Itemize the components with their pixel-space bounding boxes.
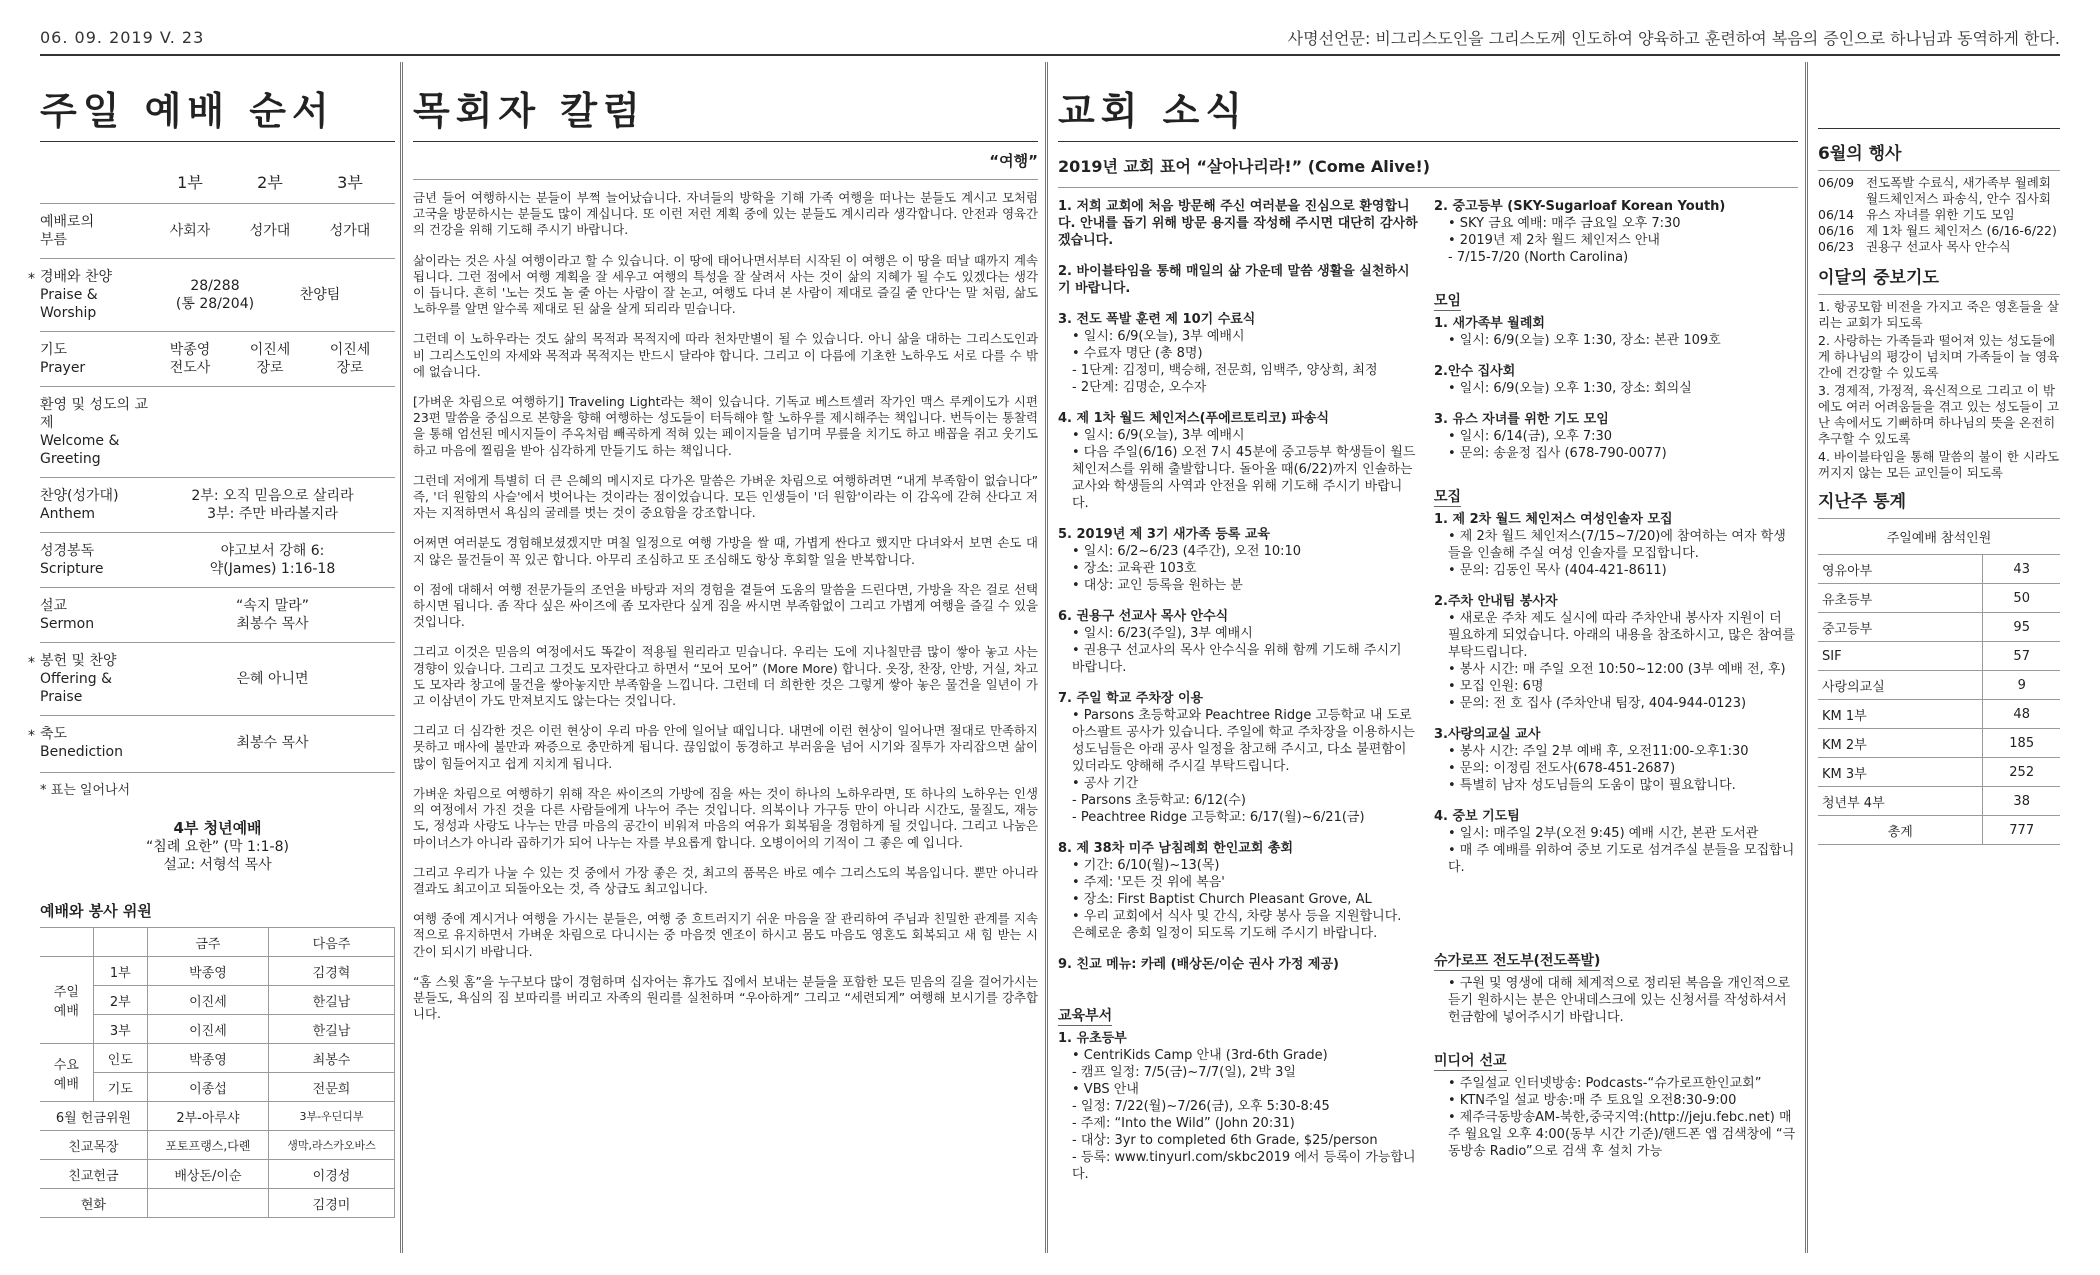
- worship-row-detail: 최봉수 목사: [236, 735, 309, 751]
- stats-label: KM 3부: [1818, 758, 1983, 787]
- worship-row-label: 찬양(성가대) Anthem: [40, 488, 119, 522]
- news-item-title: 3. 전도 폭발 훈련 제 10기 수료식: [1058, 312, 1256, 327]
- news-item: [1058, 840, 1418, 942]
- stats-row: [1818, 642, 2060, 671]
- stats-value: 9: [1983, 671, 2060, 700]
- staff-cell: 배상돈/이순: [147, 1160, 268, 1189]
- news-item-line: - 주제: “Into the Wild” (John 20:31): [1072, 1116, 1295, 1131]
- column-paragraph: 이 점에 대해서 여행 전문가들의 조언을 바탕과 저의 경험을 곁들여 도움의 말씀을 드린다면, 가방을 작은 걸로 선택하시면 됩니다. 좀 작다 싶은 싸이즈에 좀 모자란다 싶게 짐을 싸시면 부족함없이 그리고 가볍게 여행을 즐길 수 있을 것입니다.: [413, 581, 1038, 630]
- stats-row: [1818, 758, 2060, 787]
- worship-row-detail: “속지 말라” 최봉수 목사: [235, 598, 310, 632]
- worship-row-cell: 이진세 장로: [249, 342, 291, 376]
- stats-table: [1818, 554, 2060, 845]
- worship-row-label: 기도 Prayer: [40, 342, 86, 376]
- news-item-title: 5. 2019년 제 3기 새가족 등록 교육: [1058, 527, 1270, 542]
- news-item-line: • 장소: First Baptist Church Pleasant Grove, AL: [1072, 892, 1372, 907]
- stats-label: KM 2부: [1818, 729, 1983, 758]
- stats-value: 43: [1983, 555, 2060, 584]
- news-item: [1058, 690, 1418, 826]
- staff-col-head: 다음주: [269, 928, 395, 957]
- news-item-title: 3. 유스 자녀를 위한 기도 모임: [1434, 412, 1609, 427]
- news-item-title: 2. 바이블타임을 통해 매일의 삶 가운데 말씀 생활을 실천하시기 바랍니다.: [1058, 264, 1410, 296]
- event-row: [1818, 207, 2060, 223]
- staff-cell: 김경혁: [269, 957, 395, 986]
- staff-cell: 3부: [93, 1015, 147, 1044]
- news-item-line: • Parsons 초등학교와 Peachtree Ridge 고등학교 내 도로 아스팔트 공사가 있습니다. 주일에 학교 주차장을 이용하시는 성도님들은 아래 공사 일정을 참고해 주시고, 다소 불편함이 있더라도 양해해 주시길 부탁드립니다.: [1072, 708, 1415, 774]
- staff-role: 6월 헌금위원: [40, 1102, 147, 1131]
- staff-role: 친교헌금: [40, 1160, 147, 1189]
- stats-label: 사랑의교실: [1818, 671, 1983, 700]
- news-item-line: • CentriKids Camp 안내 (3rd-6th Grade): [1072, 1048, 1328, 1063]
- news-left: [1058, 198, 1418, 1197]
- news-item-line: • 문의: 전 호 집사 (주차안내 팀장, 404-944-0123): [1448, 696, 1747, 711]
- news-item-line: • 주제: '모든 것 위에 복음': [1072, 875, 1225, 890]
- staff-cell: 이진세: [147, 986, 268, 1015]
- event-row: [1818, 223, 2060, 239]
- news-item-title: 1. 저희 교회에 처음 방문해 주신 여러분을 진심으로 환영합니다. 안내를 돕기 위해 방문 용지를 작성해 주시면 대단히 감사하겠습니다.: [1058, 199, 1418, 248]
- staff-cell: 이경성: [269, 1160, 395, 1189]
- staff-cell: 1부: [93, 957, 147, 986]
- news-item: [1434, 315, 1798, 349]
- news-item-line: - Peachtree Ridge 고등학교: 6/17(월)~6/21(금): [1072, 810, 1365, 825]
- staff-group: 수요 예배: [40, 1044, 93, 1102]
- news-item: [1434, 726, 1798, 794]
- news-item-line: • 제 2차 월드 체인저스(7/15~7/20)에 참여하는 여자 학생들을 인솔해 주실 여성 인솔자를 모집합니다.: [1448, 529, 1786, 561]
- staff-title: 예배와 봉사 위원: [40, 902, 152, 920]
- prayer-title: 이달의 중보기도: [1818, 268, 1939, 288]
- worship-row-detail: 야고보서 강해 6: 약(James) 1:16-18: [209, 543, 336, 577]
- stats-row: [1818, 584, 2060, 613]
- service-2: 2부: [257, 173, 283, 192]
- news-item-line: - 등록: www.tinyurl.com/skbc2019 에서 등록이 가능합니다.: [1072, 1150, 1416, 1182]
- stats-label: KM 1부: [1818, 700, 1983, 729]
- event-row: [1818, 175, 2060, 207]
- stats-label: 영유아부: [1818, 555, 1983, 584]
- news-item: [1058, 1030, 1418, 1183]
- worship-row-label: 봉헌 및 찬양 Offering & Praise: [40, 653, 117, 705]
- staff-cell: 인도: [93, 1044, 147, 1073]
- column-paragraph: 그리고 우리가 나눌 수 있는 것 중에서 가장 좋은 것, 최고의 품목은 바로 예수 그리스도의 복음입니다. 뿐만 아니라 결과도 최고이고 되돌아오는 것, 즉 상급도 최고입니다.: [413, 864, 1038, 896]
- news-item-line: • KTN주일 설교 방송:매 주 토요일 오전8:30-9:00: [1448, 1093, 1737, 1108]
- staff-cell: 이종섭: [147, 1073, 268, 1102]
- stats-value: 252: [1983, 758, 2060, 787]
- column-paragraph: 가벼운 차림으로 여행하기 위해 작은 싸이즈의 가방에 짐을 싸는 것이 하나의 노하우라면, 또 하나의 노하우는 인생의 여정에서 가진 것을 다른 사람들에게 나누어 주는 것입니다. 의복이나 가구등 만이 아니라 시간도, 물질도, 재능도, 정성과 사랑도 나누는 만큼 마음의 공간이 비워져 마음의 여유가 회복됨을 경험하게 될 것입니다. 그리고 나눔은 마이너스가 아니라 곱하기가 되어 나누는 자를 부요롭게 합니다. 오병이어의 기적이 그 좋은 예 입니다.: [413, 785, 1038, 850]
- sugar-title: 슈가로프 전도부(전도폭발): [1434, 950, 1600, 971]
- standing-marker: *: [28, 271, 35, 287]
- stats-row: [1818, 787, 2060, 816]
- news-item: [1058, 263, 1418, 297]
- worship-row-label: 성경봉독 Scripture: [40, 543, 104, 577]
- edu-title: 교육부서: [1058, 1005, 1112, 1026]
- youth-preacher: 설교: 서형석 목사: [163, 857, 272, 873]
- column-divider: [1045, 62, 1054, 1253]
- news-item: [1058, 956, 1418, 973]
- worship-row-cell: 이진세 장로: [329, 342, 371, 376]
- worship-title: 주일 예배 순서: [40, 89, 335, 133]
- news-item-line: • 특별히 남자 성도님들의 도움이 많이 필요합니다.: [1448, 778, 1736, 793]
- worship-row: [40, 386, 395, 477]
- staff-cell: 최봉수: [269, 1044, 395, 1073]
- stats-subtitle: 주일예배 참석인원: [1886, 531, 1992, 546]
- youth-service: [40, 819, 395, 874]
- worship-row-cell: 사회자: [169, 223, 211, 239]
- worship-row: [40, 587, 395, 642]
- staff-cell: 김경미: [269, 1189, 395, 1218]
- news-item-line: • 문의: 이정림 전도사(678-451-2687): [1448, 761, 1676, 776]
- news-item-line: • 주일설교 인터넷방송: Podcasts-“슈가로프한인교회”: [1448, 1076, 1762, 1091]
- news-item-title: 1. 제 2차 월드 체인저스 여성인솔자 모집: [1434, 512, 1673, 527]
- recruit-title: 모집: [1434, 486, 1461, 507]
- news-item-line: - 대상: 3yr to completed 6th Grade, $25/person: [1072, 1133, 1378, 1148]
- stats-value: 57: [1983, 642, 2060, 671]
- news-title: 교회 소식: [1058, 89, 1249, 133]
- news-item-title: 4. 제 1차 월드 체인저스(푸에르토리코) 파송식: [1058, 411, 1330, 426]
- staff-cell: 2부: [93, 986, 147, 1015]
- news-item-line: - Parsons 초등학교: 6/12(수): [1072, 793, 1246, 808]
- news-item-line: • 기간: 6/10(월)~13(목): [1072, 858, 1220, 873]
- event-text: 권용구 선교사 목사 안수식: [1866, 239, 2011, 254]
- column-paragraph: 그런데 저에게 특별히 더 큰 은혜의 메시지로 다가온 말씀은 가벼운 차림으로 여행하려면 “내게 부족함이 없습니다” 즉, '더 원함의 사슬'에서 벗어나는 것이라는 점이었습니다. 모든 인생들이 '더 원함'이라는 이 감옥에 갇혀 산다고 저자는 지적하면서 욕심의 굴레를 벗는 것이 중요함을 강조합니다.: [413, 472, 1038, 521]
- column-paragraph: 그리고 이것은 믿음의 여정에서도 똑같이 적용될 원리라고 믿습니다. 우리는 도에 지나칠만큼 많이 쌓아 놓고 사는 경향이 있습니다. 그리고 그것도 모자란다고 하면서 “모어 모어” (More More) 합니다. 옷장, 찬장, 안방, 거실, 차고도 모자라 창고에 물건을 쌓아놓지만 부족함을 느낍니다. 그런데 더 희한한 것은 그렇게 쌓아 놓은 물건을 일년이 가고 이삼년이 가도 만져보지도 않는다는 것입니다.: [413, 644, 1038, 709]
- events-title: 6월의 행사: [1818, 144, 1902, 164]
- staff-row: [40, 1073, 395, 1102]
- meet-title: 모임: [1434, 290, 1461, 311]
- stats-row: [1818, 816, 2060, 845]
- worship-row-cell: 성가대: [329, 223, 371, 239]
- news-item-line: • 2019년 제 2차 월드 체인저스 안내: [1448, 233, 1660, 248]
- staff-row: [40, 1131, 395, 1160]
- news-item: [1058, 608, 1418, 676]
- worship-row-label: 예배로의 부름: [40, 214, 95, 248]
- column-divider: [1805, 62, 1814, 1253]
- service-3: 3부: [337, 173, 363, 192]
- event-date: 06/23: [1818, 239, 1855, 254]
- stats-label: 중고등부: [1818, 613, 1983, 642]
- news-item-line: • 제주극동방송AM-북한,중국지역:(http://jeju.febc.net) 매주 월요일 오후 4:00(동부 시간 기준)/핸드폰 앱 검색창에 “극동방송 Radio”으로 검색 후 설치 가능: [1448, 1110, 1796, 1159]
- news-item-line: • 문의: 김동인 목사 (404-421-8611): [1448, 563, 1667, 578]
- staff-role: 현화: [40, 1189, 147, 1218]
- news-item-line: - 캠프 일정: 7/5(금)~7/7(일), 2박 3일: [1072, 1065, 1296, 1080]
- stats-value: 38: [1983, 787, 2060, 816]
- news-item-line: • 일시: 6/14(금), 오후 7:30: [1448, 429, 1613, 444]
- staff-cell: 이진세: [147, 1015, 268, 1044]
- column-paragraph: 삶이라는 것은 사실 여행이라고 할 수 있습니다. 이 땅에 태어나면서부터 시작된 이 여행은 이 땅을 떠날 때까지 계속됩니다. 그런 점에서 여행 계획을 잘 세우고 여행의 특성을 잘 살려서 사는 것이 삶의 지혜가 될 수도 있겠다는 생각이 듭니다. 흔히 '노는 것도 놀 줄 아는 사람이 잘 논고, 여행도 다녀 본 사람이 제대로 즐길 줄 안다'는 말 처럼, 삶도 노하우를 알면 알수록 제대로 된 삶을 살게 되리라 믿습니다.: [413, 252, 1038, 317]
- news-item-line: - 7/15-7/20 (North Carolina): [1448, 250, 1629, 265]
- news-item-line: - 2단계: 김명순, 오수자: [1072, 380, 1207, 395]
- stats-row: [1818, 671, 2060, 700]
- news-item-line: • 일시: 6/9(오늘) 오후 1:30, 장소: 회의실: [1448, 381, 1692, 396]
- staff-cell: [40, 928, 93, 957]
- news-item-line: • 봉사 시간: 매 주일 오전 10:50~12:00 (3부 예배 전, 후): [1448, 662, 1786, 677]
- worship-order-list: [28, 203, 395, 770]
- staff-row: [40, 1160, 395, 1189]
- prayer-list: [1818, 299, 2060, 481]
- news-item-line: • VBS 안내: [1072, 1082, 1139, 1097]
- news-item-line: • 일시: 6/9(오늘), 3부 예배시: [1072, 329, 1245, 344]
- column-divider: [400, 62, 409, 1253]
- staff-cell: [93, 928, 147, 957]
- service-header: [40, 170, 395, 193]
- news-item: [1434, 511, 1798, 579]
- news-item-line: • 모집 인원: 6명: [1448, 679, 1544, 694]
- worship-row-detail: 은혜 아니면: [236, 671, 309, 687]
- stats-label: 청년부 4부: [1818, 787, 1983, 816]
- youth-title: 4부 청년예배: [173, 819, 262, 837]
- news-item-title: 2.안수 집사회: [1434, 364, 1516, 379]
- prayer-item: 1. 항공모함 비전을 가지고 죽은 영혼들을 살리는 교회가 되도록: [1818, 299, 2060, 330]
- issue-date: 06. 09. 2019 V. 23: [40, 27, 205, 47]
- staff-cell: 한길남: [269, 1015, 395, 1044]
- worship-row: [40, 477, 395, 532]
- news-item-line: • SKY 금요 예배: 매주 금요일 오후 7:30: [1448, 216, 1681, 231]
- worship-row-label: 축도 Benediction: [40, 726, 123, 760]
- event-date: 06/14: [1818, 207, 1855, 222]
- church-news-column: [1058, 66, 1798, 1251]
- news-item-line: • 일시: 매주일 2부(오전 9:45) 예배 시간, 본관 도서관: [1448, 826, 1759, 841]
- news-item-title: 3.사랑의교실 교사: [1434, 727, 1541, 742]
- staff-col-head: 금주: [147, 928, 268, 957]
- service-1: 1부: [177, 173, 203, 192]
- worship-row: [28, 715, 395, 770]
- news-item-title: 7. 주일 학교 주차장 이용: [1058, 691, 1204, 706]
- stats-label: 유초등부: [1818, 584, 1983, 613]
- staff-cell: 박종영: [147, 1044, 268, 1073]
- stats-row: [1818, 700, 2060, 729]
- stats-value: 777: [1983, 816, 2060, 845]
- staff-cell: 생막,라스카오바스: [269, 1131, 395, 1160]
- staff-role: 친교목장: [40, 1131, 147, 1160]
- news-item-line: • 문의: 송윤정 집사 (678-790-0077): [1448, 446, 1667, 461]
- events-list: [1818, 175, 2060, 255]
- staff-cell: 기도: [93, 1073, 147, 1102]
- worship-order-column: [28, 66, 395, 1251]
- prayer-item: 4. 바이블타임을 통해 말씀의 불이 한 시라도 꺼지지 않는 모든 교인들이 되도록: [1818, 449, 2060, 480]
- news-item-line: • 매 주 예배를 위하여 중보 기도로 섬겨주실 분들을 모집합니다.: [1448, 843, 1795, 875]
- news-item-line: • 장소: 교육관 103호: [1072, 561, 1197, 576]
- mission-statement: 사명선언문: 비그리스도인을 그리스도께 인도하여 양육하고 훈련하여 복음의 증인으로 하나님과 동역하게 한다.: [1287, 28, 2060, 48]
- staff-row: [40, 957, 395, 986]
- news-item-line: • 다음 주일(6/16) 오전 7시 45분에 중고등부 학생들이 월드 체인저스를 위해 출발합니다. 돌아올 때(6/22)까지 인솔하는 교사와 학생들의 사역과 안전을 위해 기도해 주시기 바랍니다.: [1072, 445, 1416, 511]
- news-item-line: • 수료자 명단 (총 8명): [1072, 346, 1203, 361]
- stats-row: [1818, 613, 2060, 642]
- worship-row-leader: 찬양팀: [299, 287, 341, 303]
- youth-text: “침례 요한” (막 1:1-8): [146, 839, 289, 855]
- standing-marker: *: [28, 655, 35, 671]
- standing-marker: *: [28, 728, 35, 744]
- stats-value: 48: [1983, 700, 2060, 729]
- worship-row-label: 경배와 찬양 Praise & Worship: [40, 269, 113, 321]
- column-paragraph: 그런데 이 노하우라는 것도 삶의 목적과 목적지에 따라 천차만별이 될 수 있습니다. 아니 삶을 대하는 그리스도인과 비 그리스도인의 자세와 목적과 목적지는 반드시 달라야 합니다. 그리고 이 다름에 기초한 노하우도 서로 다를 수 밖에 없습니다.: [413, 331, 1038, 379]
- staff-cell: 3부-우딘디부: [269, 1102, 395, 1131]
- worship-row: [28, 642, 395, 715]
- staff-cell: [147, 1189, 268, 1218]
- news-item-line: - 일정: 7/22(월)~7/26(금), 오후 5:30-8:45: [1072, 1099, 1330, 1114]
- news-item-title: 2. 중고등부 (SKY-Sugarloaf Korean Youth): [1434, 199, 1726, 214]
- stats-label: 총계: [1818, 816, 1983, 845]
- news-item: [1058, 198, 1418, 249]
- staff-header-row: [40, 928, 395, 957]
- news-item-title: 6. 권용구 선교사 목사 안수식: [1058, 609, 1229, 624]
- worship-row: [40, 331, 395, 386]
- news-right: [1434, 198, 1798, 1197]
- news-item-line: • 일시: 6/23(주일), 3부 예배시: [1072, 626, 1253, 641]
- media-title: 미디어 선교: [1434, 1050, 1507, 1071]
- worship-row: [28, 258, 395, 331]
- staff-cell: 한길남: [269, 986, 395, 1015]
- stats-value: 50: [1983, 584, 2060, 613]
- column-paragraph: 여행 중에 계시거나 여행을 가시는 분들은, 여행 중 흐트러지기 쉬운 마음을 잘 관리하여 주님과 친밀한 관계를 지속적으로 유지하면서 가벼운 차림으로 다니시는 중 마음껏 엔조이 하시고 몸도 마음도 영혼도 회복되고 새 힘 받는 시간이 되시기 바랍니다.: [413, 911, 1038, 959]
- standing-note: * 표는 일어나서: [40, 783, 131, 798]
- worship-row-detail: 2부: 오직 믿음으로 살리라 3부: 주만 바라볼지라: [191, 488, 354, 522]
- event-text: 전도폭발 수료식, 새가족부 월례회 월드체인저스 파송식, 안수 집사회: [1866, 175, 2051, 206]
- event-date: 06/09: [1818, 175, 1855, 190]
- news-item-line: • 일시: 6/2~6/23 (4주간), 오전 10:10: [1072, 544, 1302, 559]
- worship-row-label: 환영 및 성도의 교제 Welcome & Greeting: [40, 397, 149, 467]
- news-item-line: • 공사 기간: [1072, 776, 1139, 791]
- column-paragraph: 어쩌면 여러분도 경험해보셨겠지만 며칠 일정으로 여행 가방을 쌀 때, 가볍게 싼다고 했지만 다녀와서 보면 손도 대지 않은 물건들이 꼭 있곤 합니다. 아무리 조심하고 또 조심해도 항상 후회할 일을 반복합니다.: [413, 535, 1038, 567]
- event-row: [1818, 239, 2060, 255]
- worship-row: [40, 532, 395, 587]
- worship-row-cell: 성가대: [249, 223, 291, 239]
- column-quote: “여행”: [989, 152, 1038, 170]
- news-item: [1434, 363, 1798, 397]
- masthead: [40, 20, 2060, 56]
- news-item: [1058, 311, 1418, 396]
- stats-row: [1818, 729, 2060, 758]
- event-text: 유스 자녀를 위한 기도 모임: [1866, 207, 2015, 222]
- staff-table: [40, 927, 395, 1218]
- staff-row: [40, 1044, 395, 1073]
- staff-row: [40, 1102, 395, 1131]
- news-item: [1058, 410, 1418, 512]
- church-motto: 2019년 교회 표어 “살아나리라!” (Come Alive!): [1058, 157, 1431, 176]
- news-item-title: 9. 친교 메뉴: 카레 (배상돈/이순 권사 가정 제공): [1058, 957, 1339, 972]
- staff-group: 주일 예배: [40, 957, 93, 1044]
- stats-value: 95: [1983, 613, 2060, 642]
- sidebar-column: [1818, 66, 2060, 1251]
- staff-cell: 포토프랭스,다롄: [147, 1131, 268, 1160]
- stats-value: 185: [1983, 729, 2060, 758]
- staff-row: [40, 1015, 395, 1044]
- news-item-title: 1. 유초등부: [1058, 1031, 1127, 1046]
- news-item-line: • 우리 교회에서 식사 및 간식, 차량 봉사 등을 지원합니다. 은혜로운 총회 일정이 되도록 기도해 주시기 바랍니다.: [1072, 909, 1402, 941]
- stats-row: [1818, 555, 2060, 584]
- prayer-item: 2. 사랑하는 가족들과 떨어져 있는 성도들에게 하나님의 평강이 넘치며 가족들이 늘 영육간에 건강할 수 있도록: [1818, 333, 2060, 380]
- news-item-title: 8. 제 38차 미주 남침례회 한인교회 총회: [1058, 841, 1294, 856]
- news-item: [1434, 808, 1798, 876]
- news-item-title: 1. 새가족부 월례회: [1434, 316, 1545, 331]
- stats-title: 지난주 통계: [1818, 492, 1907, 512]
- column-body: [413, 190, 1038, 1022]
- news-item: [1434, 593, 1798, 712]
- worship-row-cell: 박종영 전도사: [169, 342, 211, 376]
- prayer-item: 3. 경제적, 가정적, 육신적으로 그리고 이 밖에도 여러 어려움들을 겪고 있는 성도들이 고난 속에서도 기뻐하며 하나님의 뜻을 온전히 추구할 수 있도록: [1818, 383, 2060, 446]
- news-item: [1058, 526, 1418, 594]
- event-date: 06/16: [1818, 223, 1855, 238]
- news-item-line: • 대상: 교인 등록을 원하는 분: [1072, 578, 1243, 593]
- news-item-title: 2.주차 안내팀 봉사자: [1434, 594, 1558, 609]
- worship-row: [40, 203, 395, 258]
- worship-row-hymn: 28/288 (통 28/204): [175, 278, 255, 312]
- worship-row-label: 설교 Sermon: [40, 598, 95, 632]
- staff-row: [40, 986, 395, 1015]
- stats-label: SIF: [1818, 642, 1983, 671]
- column-paragraph: 그리고 더 심각한 것은 이런 현상이 우리 마음 안에 일어날 때입니다. 내면에 이런 현상이 일어나면 절대로 만족하지 못하고 매사에 불만과 짜증으로 충만하게 됩니다. 끊임없이 동경하고 부러움을 넘어 시기와 질투가 자리잡으면 삶이 많이 힘들어지고 쉽게 지치게 됩니다.: [413, 723, 1038, 771]
- event-text: 제 1차 월드 체인저스 (6/16-6/22): [1866, 223, 2057, 238]
- news-item-title: 4. 중보 기도팀: [1434, 809, 1520, 824]
- column-title: 목회자 칼럼: [413, 89, 646, 133]
- news-item-line: • 새로운 주차 제도 실시에 따라 주차안내 봉사자 지원이 더 필요하게 되었습니다. 아래의 내용을 참조하시고, 많은 참여를 부탁드립니다.: [1448, 611, 1796, 660]
- column-paragraph: 금년 들어 여행하시는 분들이 부쩍 늘어났습니다. 자녀들의 방학을 기해 가족 여행을 떠나는 분들도 계시고 모처럼 고국을 방문하시는 분들도 많이 계십니다. 또 이런 저런 계획 중에 있는 분들도 계시리라 생각합니다. 안전과 영육간의 건강을 위해 기도해 주시기 바랍니다.: [413, 190, 1038, 238]
- news-item-line: • 봉사 시간: 주일 2부 예배 후, 오전11:00-오후1:30: [1448, 744, 1749, 759]
- staff-cell: 박종영: [147, 957, 268, 986]
- news-item-line: • 구원 및 영생에 대해 체계적으로 정리된 복음을 개인적으로 듣기 원하시는 분은 안내데스크에 있는 신청서를 작성하셔서 헌금함에 넣어주시기 바랍니다.: [1448, 976, 1791, 1025]
- staff-cell: 2부-아루샤: [147, 1102, 268, 1131]
- news-item-line: • 일시: 6/9(오늘), 3부 예배시: [1072, 428, 1245, 443]
- news-item-line: • 일시: 6/9(오늘) 오후 1:30, 장소: 본관 109호: [1448, 333, 1721, 348]
- news-item-line: • 권용구 선교사의 목사 안수식을 위해 함께 기도해 주시기 바랍니다.: [1072, 643, 1402, 675]
- news-item: [1434, 411, 1798, 462]
- staff-row: [40, 1189, 395, 1218]
- staff-cell: 전문희: [269, 1073, 395, 1102]
- column-paragraph: “홈 스윗 홈”을 누구보다 많이 경험하며 십자어는 휴가도 집에서 보내는 분들을 포함한 모든 믿음의 길을 걸어가시는 분들도, 욕심의 짐 보따리를 버리고 자족의 원리를 실천하며 “우아하게” 그리고 “세련되게” 여행해 보시기를 강추합니다.: [413, 973, 1038, 1022]
- news-item-line: - 1단계: 김정미, 백승해, 전문희, 임백주, 양상희, 최정: [1072, 363, 1378, 378]
- column-paragraph: [가벼운 차림으로 여행하기] Traveling Light라는 책이 있습니다. 기독교 베스트셀러 작가인 맥스 루케이도가 시편 23편 말씀을 중심으로 본향을 향해 여행하는 성도들이 터득해야 할 노하우를 제시해주는 책입니다. 번득이는 통찰력을 통해 엄선된 메시지들이 주옥처럼 빼곡하게 적혀 있는 페이지들을 넘기며 무릎을 치기도 하고 배꼽을 쥐고 웃기도 하고 마음에 찔림을 받아 심각하게 만들기도 하는 책입니다.: [413, 394, 1038, 458]
- news-item: [1434, 198, 1798, 266]
- pastor-column: [413, 66, 1038, 1251]
